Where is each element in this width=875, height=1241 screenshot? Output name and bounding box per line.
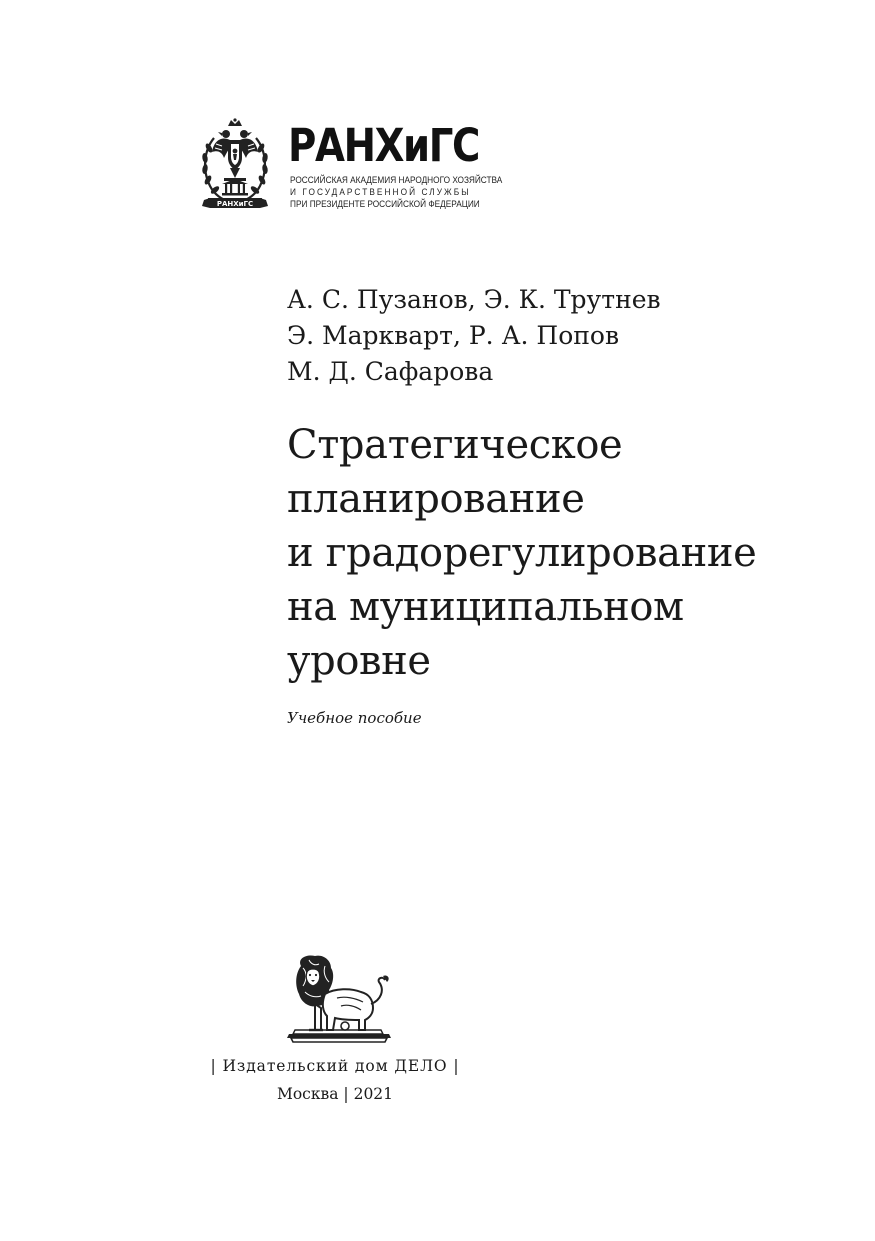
book-subtitle: Учебное пособие	[287, 709, 422, 727]
emblem-ribbon-text: РАНХиГС	[216, 200, 254, 208]
author-line: Э. Маркварт, Р. А. Попов	[287, 321, 620, 350]
logo-subtitle-line-1: РОССИЙСКАЯ АКАДЕМИЯ НАРОДНОГО ХОЗЯЙСТВА	[290, 175, 503, 185]
logo-subtitle-line-3: ПРИ ПРЕЗИДЕНТЕ РОССИЙСКОЙ ФЕДЕРАЦИИ	[290, 199, 480, 209]
authors-list	[287, 282, 661, 390]
title-line: планирование	[287, 476, 585, 522]
book-title	[287, 418, 756, 688]
lion-on-books-icon	[285, 954, 397, 1046]
title-line: на муниципальном	[287, 584, 684, 630]
title-line: и градорегулирование	[287, 530, 757, 576]
author-line: М. Д. Сафарова	[287, 357, 494, 386]
title-line: Стратегическое	[287, 422, 623, 468]
publisher-name: | Издательский дом ДЕЛО |	[210, 1057, 460, 1075]
author-line: А. С. Пузанов, Э. К. Трутнев	[287, 285, 661, 314]
publisher-logo-block	[200, 118, 510, 214]
logo-title: РАНХиГС	[288, 119, 480, 172]
double-headed-eagle-emblem-icon	[200, 118, 270, 210]
logo-subtitle-line-2: И ГОСУДАРСТВЕННОЙ СЛУЖБЫ	[290, 187, 471, 197]
publication-city-year: Москва | 2021	[276, 1085, 394, 1103]
title-line: уровне	[287, 638, 431, 684]
